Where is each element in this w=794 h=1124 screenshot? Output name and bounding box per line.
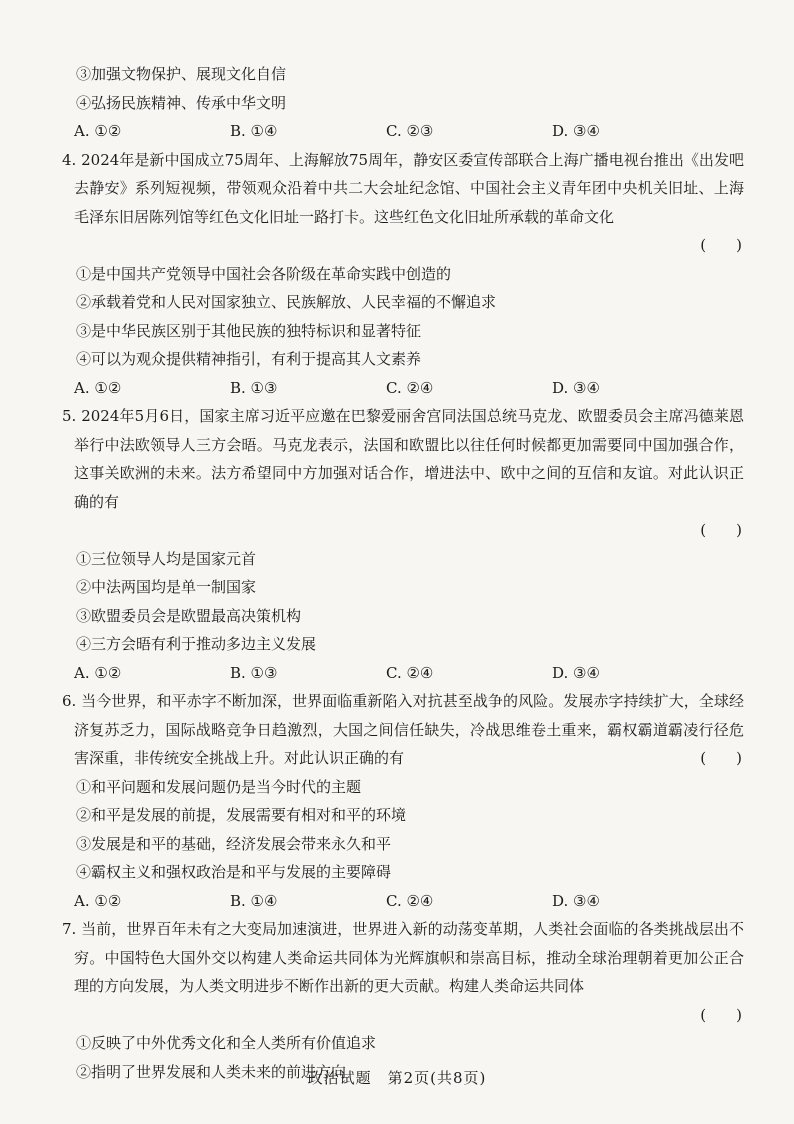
option-b[interactable]: B. ①③	[230, 378, 278, 397]
answer-blank[interactable]: ( )	[700, 521, 742, 539]
question-3-tail	[74, 60, 744, 146]
option-a[interactable]: A. ①②	[74, 663, 122, 682]
question-4	[62, 146, 744, 403]
question-stem	[62, 402, 744, 516]
option-b[interactable]: B. ①④	[230, 891, 278, 910]
answer-item: ④三方会晤有利于推动多边主义发展	[76, 635, 317, 653]
question-stem-text: 5. 2024年5月6日，国家主席习近平应邀在巴黎爱丽舍宫同法国总统马克龙、欧盟委员会主席冯德莱恩举行中法欧领导人三方会晤。马克龙表示，法国和欧盟比以往任何时候都更加需要同中国加强合作，这事关欧洲的未来。法方希望同中方加强对话合作，增进法中、欧中之间的互信和友谊。对此认识正确的有	[62, 407, 744, 511]
question-stem: 6. 当今世界，和平赤字不断加深，世界面临重新陷入对抗甚至战争的风险。发展赤字持续扩大，全球经济复苏乏力，国际战略竞争日趋激烈，大国之间信任缺失，冷战思维卷土重来，霸权霸道霸凌行径危害深重，非传统安全挑战上升。对此认识正确的有	[62, 692, 744, 767]
option-a[interactable]: A. ①②	[74, 378, 122, 397]
question-6	[62, 687, 744, 915]
answer-item: ①三位领导人均是国家元首	[76, 549, 257, 568]
page-footer: 政治试题 第2页(共8页)	[307, 1069, 487, 1087]
answer-item: ①反映了中外优秀文化和全人类所有价值追求	[76, 1034, 377, 1052]
answer-item: ②指明了世界发展和人类未来的前进方向	[76, 1062, 347, 1081]
option-c[interactable]: C. ②④	[386, 663, 434, 682]
answer-item: ②承载着党和人民对国家独立、民族解放、人民幸福的不懈追求	[76, 293, 497, 311]
question-stem: 4. 2024年是新中国成立75周年、上海解放75周年，静安区委宣传部联合上海广播电视台推出《出发吧 去静安》系列短视频，带领观众沿着中共二大会址纪念馆、中国社会主义青年团中央机关旧址、上海毛泽东旧居陈列馆等红色文化旧址一路打卡。这些红色文化旧址所承载的革命文化	[62, 150, 744, 226]
option-d[interactable]: D. ③④	[552, 378, 600, 397]
answer-blank[interactable]: ( )	[700, 749, 742, 767]
answer-item: ①和平问题和发展问题仍是当今时代的主题	[76, 777, 362, 796]
question-5	[62, 402, 744, 687]
answer-item: ③发展是和平的基础，经济发展会带来永久和平	[76, 834, 392, 853]
option-b[interactable]: B. ①③	[230, 663, 278, 682]
answer-item: ②和平是发展的前提，发展需要有相对和平的环境	[76, 806, 407, 824]
answer-item: ①是中国共产党领导中国社会各阶级在革命实践中创造的	[76, 264, 452, 283]
option-c[interactable]: C. ②④	[386, 378, 434, 397]
answer-blank[interactable]: ( )	[700, 1005, 742, 1024]
answer-item: ④霸权主义和强权政治是和平与发展的主要障碍	[76, 863, 392, 881]
option-c[interactable]: C. ②④	[386, 891, 434, 910]
option-d[interactable]: D. ③④	[552, 122, 600, 140]
option-b[interactable]: B. ①④	[230, 122, 278, 140]
option-d[interactable]: D. ③④	[552, 891, 600, 910]
answer-item: ③是中华民族区别于其他民族的独特标识和显著特征	[76, 321, 422, 340]
answer-item: ②中法两国均是单一制国家	[76, 578, 257, 596]
question-stem: 7. 当前，世界百年未有之大变局加速演进，世界进入新的动荡变革期，人类社会面临的各类挑战层出不穷。中国特色大国外交以构建人类命运共同体为光辉旗帜和崇高目标，推动全球治理朝着更加公正合理的方向发展，为人类文明进步不断作出新的更大贡献。构建人类命运共同体	[62, 920, 744, 995]
option-c[interactable]: C. ②③	[386, 122, 434, 140]
answer-item: ④可以为观众提供精神指引，有利于提高其人文素养	[76, 350, 422, 368]
answer-options	[74, 659, 744, 688]
question-7	[62, 915, 744, 1086]
answer-item: ③欧盟委员会是欧盟最高决策机构	[76, 606, 302, 625]
option-a[interactable]: A. ①②	[74, 122, 122, 140]
option-a[interactable]: A. ①②	[74, 891, 122, 910]
answer-options	[74, 117, 744, 146]
answer-options	[74, 374, 744, 403]
answer-options	[74, 887, 744, 916]
answer-blank[interactable]: ( )	[700, 236, 742, 254]
answer-item: ③加强文物保护、展现文化自信	[76, 65, 287, 83]
answer-item: ④弘扬民族精神、传承中华文明	[76, 93, 287, 112]
option-d[interactable]: D. ③④	[552, 663, 600, 682]
